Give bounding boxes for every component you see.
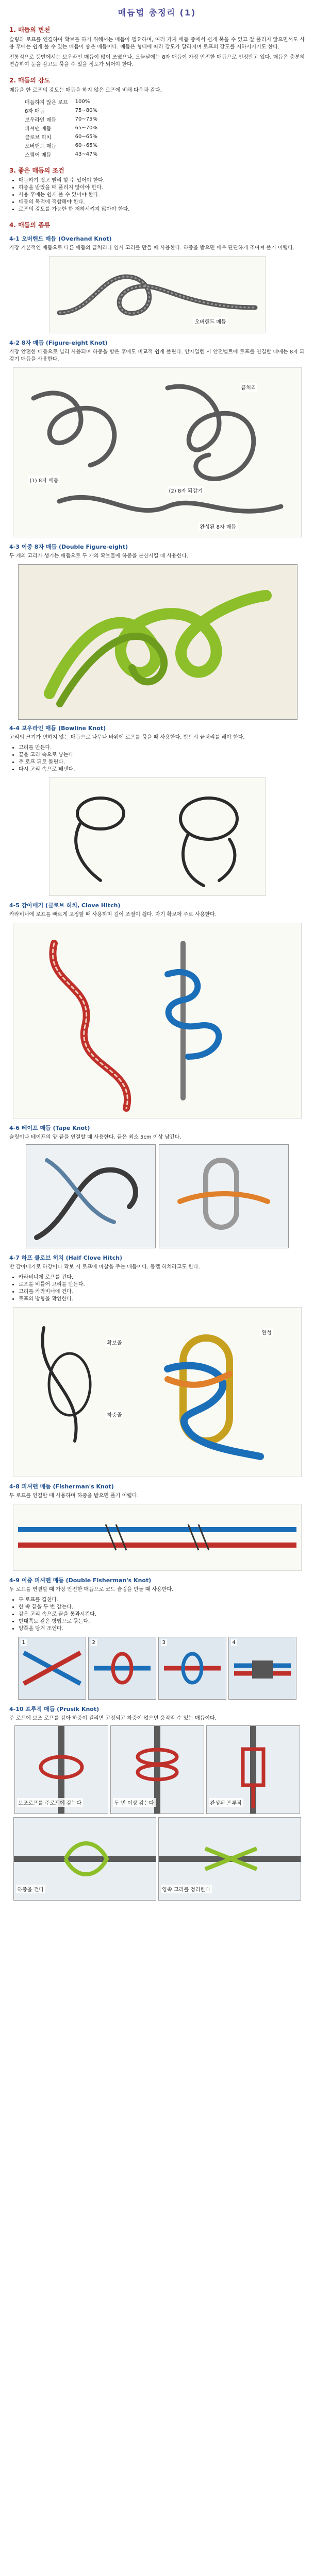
list-item: • 양쪽을 당겨 조인다. [19,1625,305,1633]
table-row [25,141,105,150]
clove-hitch-text: 카라비너에 로프를 빠르게 고정할 때 사용하며 길이 조절이 쉽다. 자기 확보에 주로 사용한다. [9,912,217,918]
tape-knot-photo-1 [26,1144,156,1248]
table-cell: 100% [75,99,90,105]
prusik-photo-strip-1 [9,1725,305,1814]
double-fisherman-photo-2 [88,1637,156,1700]
double-fisherman-photo-4 [228,1637,296,1700]
half-clove-hitch-heading: 4-7 하프 클로브 히치 (Half Clove Hitch) [9,1255,123,1261]
table-cell: 60~65% [75,143,97,148]
table-row [25,132,105,141]
prusik-caption-2: 두 번 이상 감는다 [113,1798,156,1807]
clove-hitch-figure [13,923,302,1118]
prusik-text: 주 로프에 보조 로프를 감아 하중이 걸리면 고정되고 하중이 없으면 움직일 수 있는 매듭이다. [9,1716,217,1721]
double-fisherman-caption-2: 2 [91,1639,97,1646]
double-fisherman-photo-strip [9,1637,305,1700]
list-item: • 한 쪽 끝을 두 번 감는다. [19,1604,305,1611]
table-cell: 클로브 히치 [25,135,52,141]
list-item: • 반대쪽도 같은 방법으로 묶는다. [19,1618,305,1625]
good-knot-conditions-list [19,177,305,213]
prusik-photo-2 [110,1725,204,1814]
figure-eight-caption-2: (2) 8자 되감기 [168,486,205,495]
list-item: • 사용 후에는 쉽게 풀 수 있어야 한다. [19,192,305,199]
section-4-heading: 4. 매듭의 종류 [9,222,51,229]
list-item: • 감은 고리 속으로 끝을 통과시킨다. [19,1611,305,1618]
tape-knot-text: 슬링이나 테이프의 양 끝을 연결할 때 사용한다. 끝은 최소 5cm 이상 남긴다. [9,1134,181,1140]
table-cell: 보우라인 매듭 [25,117,57,123]
prusik-heading: 4-10 프루직 매듭 (Prusik Knot) [9,1706,100,1713]
tape-knot-photo-2 [159,1144,289,1248]
tape-knot-heading: 4-6 테이프 매듭 (Tape Knot) [9,1125,90,1131]
list-item: • 다시 고리 속으로 빼낸다. [19,766,305,773]
prusik-photo-strip-2 [9,1817,305,1901]
table-cell: 피셔맨 매듭 [25,126,52,132]
half-clove-hitch-caption-1: 확보줄 [106,1338,124,1347]
prusik-photo-1 [14,1725,108,1814]
list-item: • 고리를 만든다. [19,744,305,752]
fisherman-knot-illustration [13,1504,302,1571]
page-title: 매듭법 총정리 (1) [118,8,196,18]
fisherman-knot-heading: 4-8 피셔맨 매듭 (Fisherman's Knot) [9,1483,114,1490]
section-1-paragraph-2: 전통적으로 등반에서는 보우라인 매듭이 많이 쓰였으나, 오늘날에는 8자 매듭이 가장 안전한 매듭으로 인정받고 있다. 매듭은 충분히 연습하여 눈을 감고도 묶을 수 있을 정도가 되어야 한다. [9,55,305,67]
table-cell: 75~80% [75,108,97,113]
table-row [25,115,105,124]
table-cell: 43~47% [75,151,97,157]
table-cell: 매듭하지 않은 로프 [25,100,68,106]
table-cell: 70~75% [75,116,97,122]
prusik-photo-4 [13,1817,156,1901]
fisherman-knot-text: 두 로프를 연결할 때 사용하며 하중을 받으면 풀기 어렵다. [9,1493,139,1499]
bowline-text: 고리의 크기가 변하지 않는 매듭으로 나무나 바위에 로프를 묶을 때 사용한다. 반드시 끝처리를 해야 한다. [9,735,245,740]
list-item: • 로프의 강도를 가능한 한 저하시키지 않아야 한다. [19,206,305,213]
list-item: • 로프의 방향을 확인한다. [19,1296,305,1303]
double-fisherman-heading: 4-9 이중 피셔맨 매듭 (Double Fisherman's Knot) [9,1577,152,1584]
double-fisherman-caption-3: 3 [161,1639,167,1646]
half-clove-hitch-caption-2: 하중줄 [106,1410,124,1419]
prusik-caption-5: 양쪽 고리를 정리한다 [161,1885,212,1893]
half-clove-hitch-illustration [13,1307,302,1477]
knot-strength-table [25,97,105,159]
overhand-knot-heading: 4-1 오버핸드 매듭 (Overhand Knot) [9,235,112,242]
double-fisherman-steps [19,1597,305,1633]
table-row [25,97,105,106]
half-clove-hitch-text: 반 감아매기로 하강이나 확보 시 로프에 마찰을 주는 매듭이다. 뭉켈 히치라고도 한다. [9,1264,200,1270]
table-row [25,150,105,159]
double-fisherman-photo-1 [18,1637,86,1700]
table-cell: 오버핸드 매듭 [25,144,57,149]
prusik-caption-4: 하중을 건다 [16,1885,45,1893]
double-fisherman-photo-3 [158,1637,226,1700]
half-clove-hitch-figure [13,1307,302,1477]
prusik-caption-1: 보조로프를 주로프에 감는다 [17,1798,83,1807]
prusik-photo-5 [158,1817,301,1901]
figure-eight-figure [13,367,302,537]
list-item: • 매듭의 목적에 적합해야 한다. [19,199,305,206]
table-cell: 8자 매듭 [25,109,45,114]
list-item: • 두 로프를 겹친다. [19,1597,305,1604]
rope-icon [229,1637,296,1699]
section-1-paragraph-1: 슬링과 로프를 연결하여 확보를 하기 위해서는 매듭이 필요하며, 여러 가지 매듭 중에서 쉽게 묶을 수 있고 잘 풀리지 않으면서도 사용 후에는 쉽게 풀 수 있는 매듭이 좋은 매듭이다. 매듭은 형태에 따라 강도가 달라지며 로프의 강도를 저하시키기도 한다. [9,37,305,50]
half-clove-hitch-caption-3: 완성 [260,1328,273,1336]
double-fisherman-text: 두 로프를 연결할 때 가장 안전한 매듭으로 코드 슬링을 만들 때 사용한다. [9,1587,174,1592]
section-3-heading: 3. 좋은 매듭의 조건 [9,167,64,174]
carabiner-icon [159,1145,288,1248]
table-cell: 스퀘어 매듭 [25,152,52,158]
table-row [25,106,105,115]
figure-eight-heading: 4-2 8자 매듭 (Figure-eight Knot) [9,340,108,346]
bowline-illustration [49,777,266,896]
half-clove-hitch-steps [19,1274,305,1303]
table-row [25,124,105,132]
double-fisherman-caption-4: 4 [231,1639,237,1646]
list-item: • 하중을 받았을 때 풀리지 않아야 한다. [19,184,305,192]
section-2-intro: 매듭을 한 로프의 강도는 매듭을 하지 않은 로프에 비해 다음과 같다. [9,88,162,93]
double-figure-eight-photo [18,564,298,720]
table-cell: 65~70% [75,125,97,131]
double-figure-eight-heading: 4-3 이중 8자 매듭 (Double Figure-eight) [9,544,128,550]
section-2-heading: 2. 매듭의 강도 [9,77,51,84]
prusik-caption-3: 완성된 프루직 [209,1798,243,1807]
overhand-knot-illustration [49,256,266,333]
figure-eight-illustration [13,367,302,537]
bowline-steps [19,744,305,773]
double-figure-eight-text: 두 개의 고리가 생기는 매듭으로 두 개의 확보물에 하중을 분산시킬 때 사용한다. [9,553,189,559]
overhand-knot-figure [49,256,266,333]
list-item: • 카라비너에 로프를 건다. [19,1274,305,1281]
tape-knot-icon [26,1145,155,1248]
figure-eight-caption-3: 끝처리 [240,383,258,392]
list-item: • 매듭하기 쉽고 빨리 할 수 있어야 한다. [19,177,305,184]
overhand-knot-caption: 오버핸드 매듭 [193,317,228,326]
list-item: • 끝을 고리 속으로 넣는다. [19,752,305,759]
green-rope-knot-icon [19,565,297,719]
tape-knot-photos [9,1144,305,1248]
double-figure-eight-figure [18,564,296,719]
fisherman-knot-figure [13,1504,302,1571]
clove-hitch-heading: 4-5 감아매기 (클로브 히치, Clove Hitch) [9,902,121,909]
figure-eight-caption-1: (1) 8자 매듭 [28,476,60,484]
rope-icon [19,1637,86,1699]
clove-hitch-illustration [13,923,302,1118]
list-item: • 주 로프 뒤로 돌린다. [19,759,305,766]
double-fisherman-caption-1: 1 [21,1639,27,1646]
figure-eight-caption-4: 완성된 8자 매듭 [199,522,238,531]
rope-icon [89,1637,156,1699]
bowline-heading: 4-4 보우라인 매듭 (Bowline Knot) [9,725,106,732]
section-1-heading: 1. 매듭의 변천 [9,26,51,33]
overhand-knot-text: 가장 기본적인 매듭으로 다른 매듭의 끝처리나 임시 고리를 만들 때 사용한다. 하중을 받으면 매우 단단하게 조여져 풀기 어렵다. [9,245,295,251]
rope-icon [159,1637,226,1699]
list-item: • 로프를 비틀어 고리를 만든다. [19,1281,305,1289]
list-item: • 고리를 카라비너에 건다. [19,1289,305,1296]
bowline-figure [49,777,266,896]
prusik-photo-3 [206,1725,300,1814]
table-cell: 60~65% [75,134,97,140]
figure-eight-text: 가장 안전한 매듭으로 널리 사용되며 하중을 받은 후에도 비교적 쉽게 풀린다. 안자일렌 시 안전벨트에 로프를 연결할 때에는 8자 되감기 매듭을 사용한다. [9,349,305,362]
